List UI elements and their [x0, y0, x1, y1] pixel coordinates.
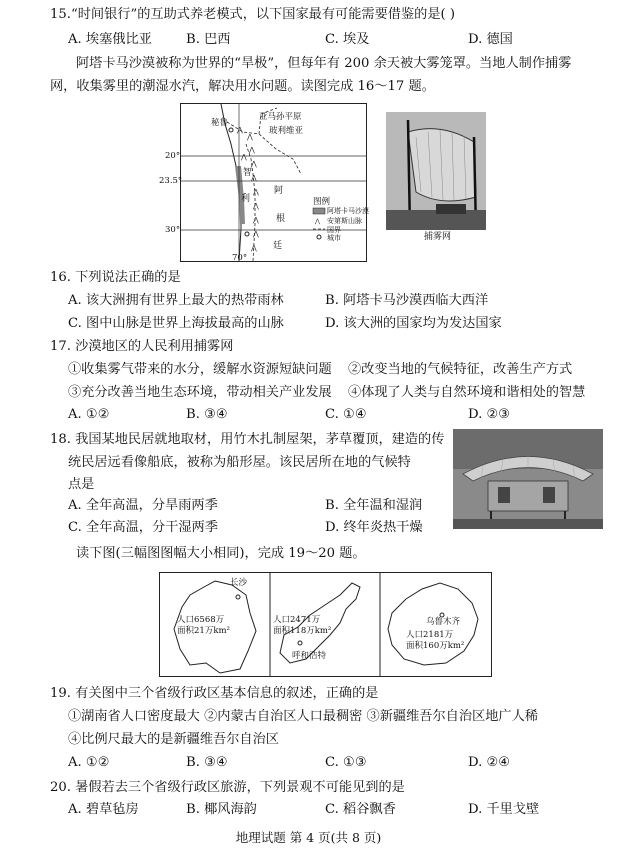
q19-stem: 19. 有关图中三个省级行政区基本信息的叙述，正确的是 — [50, 686, 379, 701]
hunan-city: 长沙 — [230, 578, 248, 588]
boat-house-drawing — [453, 429, 603, 529]
q19-option-c: C. ①③ — [325, 755, 367, 770]
label-amazon: 亚马孙平原 — [259, 112, 302, 122]
label-gen: 根 — [276, 214, 286, 224]
q17-option-b: B. ③④ — [186, 407, 228, 422]
q17-option-d: D. ②③ — [468, 407, 511, 422]
q18-option-a: A. 全年高温，分旱雨两季 — [68, 498, 218, 513]
q15-option-d: D. 德国 — [468, 32, 513, 47]
q15-option-a: A. 埃塞俄比亚 — [68, 32, 152, 47]
label-lat30: 30° — [165, 225, 181, 235]
q17-option-c: C. ①④ — [325, 407, 367, 422]
svg-text:⋀: ⋀ — [253, 202, 259, 210]
atacama-map — [159, 103, 369, 263]
svg-text:⋀: ⋀ — [253, 216, 259, 224]
q17-item-1: ①收集雾气带来的水分，缓解水资源短缺问题 — [68, 362, 332, 377]
q15-option-c: C. 埃及 — [325, 32, 370, 47]
label-li: 利 — [241, 194, 251, 204]
q17-item-4: ④体现了人类与自然环境和谐相处的智慧 — [348, 385, 586, 400]
q16-option-c: C. 图中山脉是世界上海拔最高的山脉 — [68, 316, 284, 331]
q16-option-b: B. 阿塔卡马沙漠西临大西洋 — [325, 293, 489, 308]
svg-text:⋀: ⋀ — [251, 244, 257, 252]
q20-stem: 20. 暑假若去三个省级行政区旅游，下列景观不可能见到的是 — [50, 780, 405, 795]
hunan-area: 面积21万km² — [177, 626, 230, 636]
svg-text:⋀: ⋀ — [237, 126, 243, 134]
q20-option-b: B. 椰风海韵 — [186, 802, 257, 817]
q18-line1: 18. 我国某地民居就地取材，用竹木扎制屋架，茅草覆顶，建造的传 — [50, 432, 445, 447]
q20-option-d: D. 千里戈壁 — [468, 802, 540, 817]
q19-option-b: B. ③④ — [186, 755, 228, 770]
svg-text:⋀: ⋀ — [253, 188, 259, 196]
neimeng-city: 呼和浩特 — [292, 651, 327, 661]
q18-option-c: C. 全年高温，分干湿两季 — [68, 520, 218, 535]
svg-text:⋀: ⋀ — [251, 174, 257, 182]
q18-option-b: B. 全年温和湿润 — [325, 498, 423, 513]
intro19-text: 读下图(三幅图图幅大小相同)，完成 19～20 题。 — [76, 546, 366, 561]
q17-item-3: ③充分改善当地生态环境，带动相关产业发展 — [68, 385, 332, 400]
q15-option-b: B. 巴西 — [186, 32, 231, 47]
neimeng-pop: 人口2471万 — [273, 615, 321, 625]
q18-line3: 点是 — [68, 477, 95, 492]
legend-city: 城市 — [327, 234, 341, 242]
label-zhi: 智 — [243, 168, 253, 178]
label-a: 阿 — [274, 186, 284, 196]
label-lat20: 20° — [165, 151, 181, 161]
legend-andes: 安第斯山脉 — [327, 217, 362, 225]
svg-text:⋀: ⋀ — [315, 218, 320, 225]
q19-items-line2: ④比例尺最大的是新疆维吾尔自治区 — [68, 732, 279, 747]
q17-option-a: A. ①② — [68, 407, 110, 422]
intro16-line2: 网，收集雾里的潮湿水汽，解决用水问题。读图完成 16～17 题。 — [50, 79, 435, 94]
q16-option-d: D. 该大洲的国家均为发达国家 — [325, 316, 502, 331]
hunan-pop: 人口6568万 — [177, 615, 225, 625]
q18-line2: 统民居远看像船底，被称为船形屋。该民居所在地的气候特 — [68, 455, 411, 470]
label-lat235: 23.5° — [159, 176, 183, 186]
svg-text:⋀: ⋀ — [249, 146, 255, 154]
label-peru: 秘鲁 — [211, 118, 229, 128]
label-lon70: 70° — [232, 253, 248, 263]
intro16-line1: 阿塔卡马沙漠被称为世界的“旱极”，但每年有 200 余天被大雾笼罩。当地人制作捕雾 — [76, 56, 572, 71]
q17-item-2: ②改变当地的气候特征，改善生产方式 — [348, 362, 573, 377]
svg-text:⋀: ⋀ — [247, 133, 253, 141]
svg-text:⋀: ⋀ — [241, 153, 247, 161]
q17-stem: 17. 沙漠地区的人民利用捕雾网 — [50, 339, 234, 354]
xinjiang-pop: 人口2181万 — [406, 630, 454, 640]
legend-title: 图例 — [313, 197, 331, 207]
q19-option-a: A. ①② — [68, 755, 110, 770]
fog-net-photo — [386, 112, 486, 230]
q19-items-line1: ①湖南省人口密度最大 ②内蒙古自治区人口最稠密 ③新疆维吾尔自治区地广人稀 — [68, 709, 538, 724]
legend-desert: 阿塔卡马沙漠 — [327, 207, 369, 215]
svg-text:⋀: ⋀ — [251, 160, 257, 168]
q18-option-d: D. 终年炎热干燥 — [325, 520, 423, 535]
page-footer: 地理试题 第 4 页(共 8 页) — [235, 830, 382, 845]
svg-text:⋀: ⋀ — [253, 230, 259, 238]
legend-border: 国界 — [327, 226, 341, 234]
q15-stem: 15.“时间银行”的互助式养老模式，以下国家最有可能需要借鉴的是( ) — [50, 7, 455, 22]
q16-option-a: A. 该大洲拥有世界上最大的热带雨林 — [68, 293, 284, 308]
label-ting: 廷 — [273, 241, 283, 251]
xinjiang-area: 面积160万km² — [406, 641, 465, 651]
fog-net-caption: 捕雾网 — [424, 232, 452, 242]
neimeng-area: 面积118万km² — [273, 626, 332, 636]
label-bolivia: 玻利维亚 — [269, 126, 304, 136]
q20-option-a: A. 碧草毡房 — [68, 802, 139, 817]
q16-stem: 16. 下列说法正确的是 — [50, 270, 181, 285]
fog-net-drawing — [386, 112, 486, 230]
boat-house-photo — [453, 429, 603, 529]
q20-option-c: C. 稻谷飘香 — [325, 802, 396, 817]
q19-option-d: D. ②④ — [468, 755, 511, 770]
xinjiang-city: 乌鲁木齐 — [426, 617, 461, 627]
province-maps — [159, 572, 492, 677]
